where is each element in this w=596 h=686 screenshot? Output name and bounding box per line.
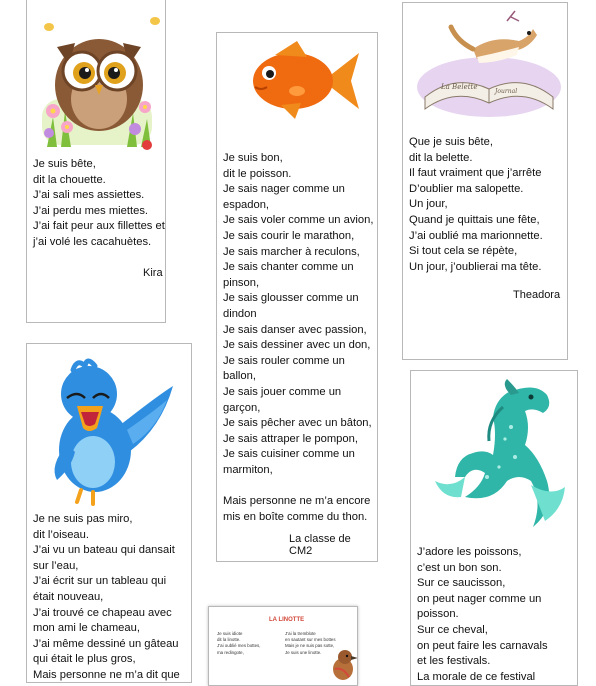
poem-card-fish <box>216 32 378 562</box>
svg-text:Journal: Journal <box>495 88 518 95</box>
poem-text: Je suis bête, dit la chouette. J’ai sali mes assiettes. J’ai perdu mes miettes. J’ai fait peur aux fillettes et j’ai volé les cacahuètes. <box>33 158 165 248</box>
author-signature: Theadora <box>513 289 561 301</box>
poem-text: Je suis bon, dit le poisson. Je sais nager comme un espadon, Je sais voler comme un avion, Je sais courir le marathon, Je sais marcher à reculons, Je sais chanter comme un pinson, Je sais glousser comme un dindon Je sais danser avec passion, Je sais dessiner avec un don, Je sais rouler comme un ballon, Je sais jouer comme un garçon, Je sais pêcher avec un bâton, Je sais attraper le pompon, Je sais cuisiner comme un marmiton, Mais personne ne m’a encore mis en boîte comme du thon. <box>223 152 374 523</box>
seahorse-illustration <box>415 377 575 537</box>
linnet-bird-illustration <box>329 647 358 681</box>
author-signature: Kira <box>143 267 163 279</box>
poem-text: Je ne suis pas miro, dit l’oiseau. J’ai vu un bateau qui dansait sur l’eau, J’ai écrit sur un tableau qui était nouveau, J’ai trouvé ce chapeau avec mon ami le chameau, J’ai même dessiné un gâteau qui était le plus gros, Mais personne ne m’a dit que <box>33 513 180 681</box>
linotte-column-2: J’ai la tremblote en sautant sur mes bottes Mais je ne suis pas sotte, Je suis une linotte. <box>285 631 336 655</box>
goldfish-illustration <box>235 35 365 125</box>
weasel-book-illustration <box>411 7 561 122</box>
poem-card-seahorse <box>410 370 578 686</box>
poem-text: Que je suis bête, dit la belette. Il faut vraiment que j’arrête D’oublier ma salopette. Un jour, Quand je quittais une fête, J’ai oublié ma marionnette. Si tout cela se répète, Un jour, j’oublierai ma tête. <box>409 136 543 273</box>
poem-card-linotte <box>208 606 358 686</box>
poem-card-bird <box>26 343 192 683</box>
author-signature: La classe de CM2 <box>289 533 351 557</box>
poem-text: J’adore les poissons, c’est un bon son. Sur ce saucisson, on peut nager comme un poisson. Sur ce cheval, on peut faire les carnavals et les festivals. La morale de ce festival <box>417 546 548 683</box>
book-caption-decor: La Belette <box>441 83 478 91</box>
poem-card-weasel <box>402 2 568 360</box>
owl-illustration <box>27 7 166 157</box>
bluebird-illustration <box>37 356 177 506</box>
linotte-column-1: Je suis idiote dit la linotte. J’ai oublié mes bottes, ma redingote, <box>217 631 261 655</box>
linotte-title: LA LINOTTE <box>269 617 305 623</box>
poem-card-owl <box>26 0 166 323</box>
